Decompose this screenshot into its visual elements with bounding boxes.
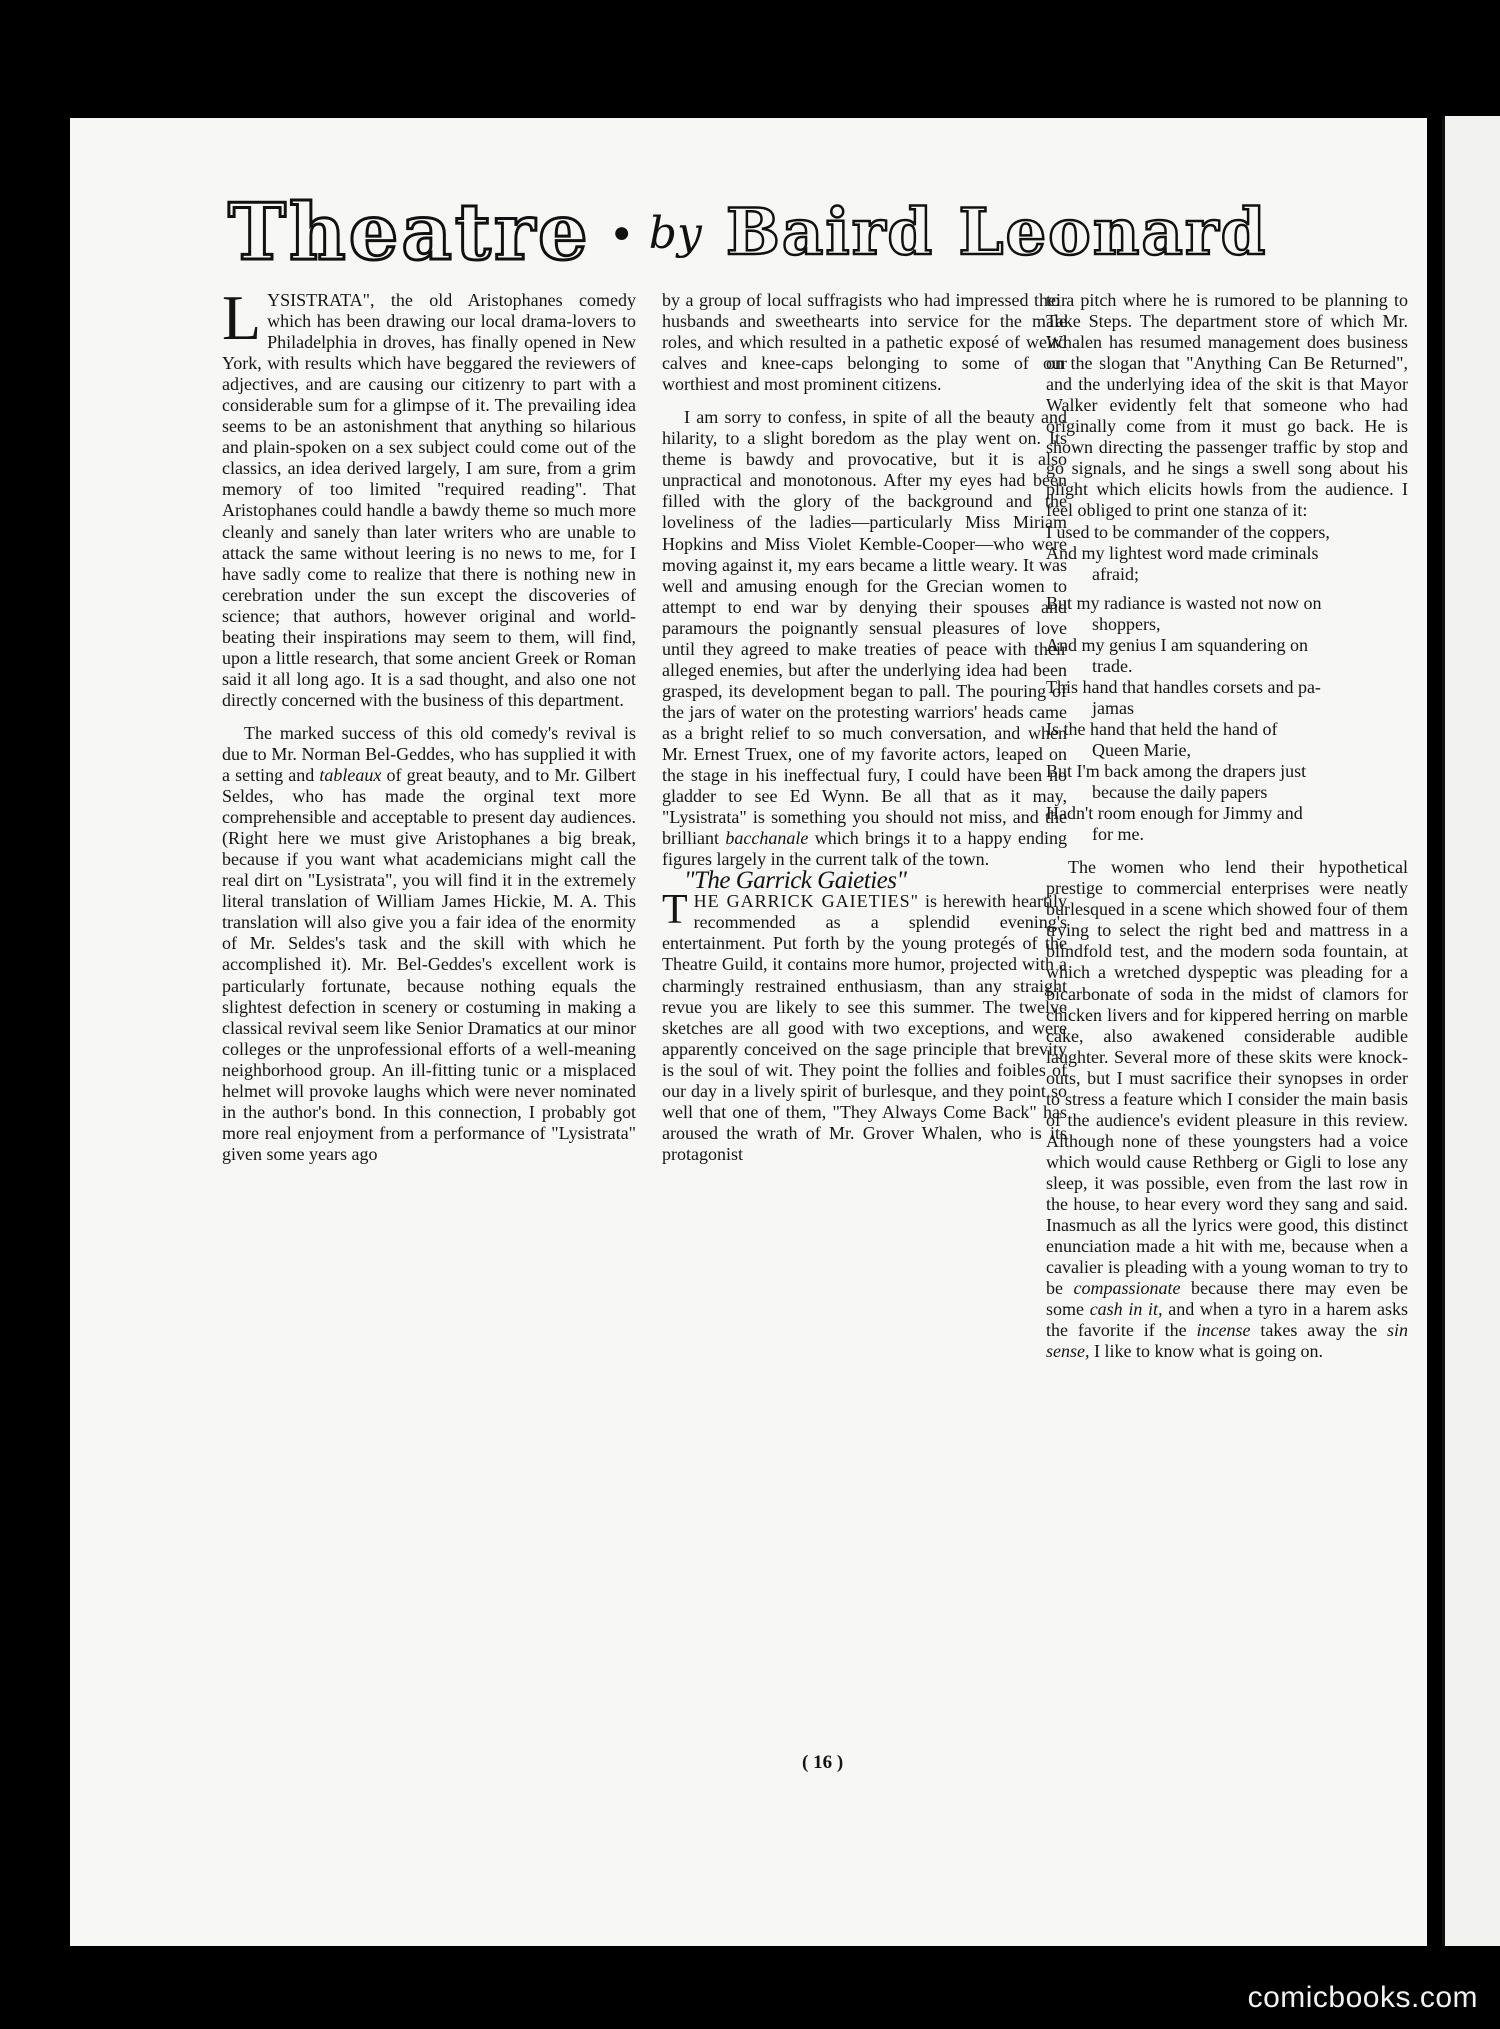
italic-term: bacchanale xyxy=(725,828,809,849)
verse-line: And my genius I am squandering on xyxy=(1046,634,1308,655)
paragraph-text: is herewith heartily recommended as a splendid evening's entertainment. Put forth by the young protegés of the Theatre Guild, it contains more humor, projected with a charmingly restrained enthusiasm, than any straight revue you are likely to see this summer. The twelve sketches are all good with two exceptions, and were apparently conceived on the sage principle that brevity is the soul of wit. They point the follies and foibles of our day in a lively spirit of burlesque, and they point so well that one of them, "They Always Come Back" has aroused the wrath of Mr. Grover Whalen, who is its protagonist xyxy=(662,891,1067,1164)
paragraph-text: takes away the xyxy=(1250,1320,1387,1341)
verse-line: But my radiance is wasted not now on xyxy=(1046,592,1322,613)
italic-term: sin sense, xyxy=(1046,1320,1408,1362)
italic-term: cash in it, xyxy=(1089,1299,1163,1320)
watermark: comicbooks.com xyxy=(1247,1981,1478,2014)
song-stanza xyxy=(1046,522,1408,846)
column-2 xyxy=(662,290,1067,1165)
paragraph-1 xyxy=(222,282,636,711)
subhead-garrick-gaieties: "The Garrick Gaieties" xyxy=(684,867,907,895)
column-3 xyxy=(1046,290,1408,1362)
verse-continuation: jamas xyxy=(1092,697,1134,718)
paragraph-continued: by a group of local suffragists who had impressed their husbands and sweethearts into service for the male roles, and which resulted in a pathetic exposé of weird calves and knee-caps belonging to some of our worthiest and most prominent citizens. xyxy=(662,290,1067,395)
paragraph-text: because there may even be some xyxy=(1046,1278,1408,1320)
verse-continuation: because the daily papers xyxy=(1092,782,1268,803)
paragraph-text: YSISTRATA", the old Aristophanes comedy which has been drawing our local drama-lovers to Philadelphia in droves, has finally opened in New York, with results which have beggared the reviewers of adjectives, and are causing our citizenry to part with a considerable sum for a glimpse of it. The prevailing idea seems to be an astonishment that anything so hilarious and plain-spoken on a sex subject could come out of the classics, an idea derived largely, I am sure, from a grim memory of too limited "required reading". That Aristophanes could handle a bawdy theme so much more cleanly and sanely than later writers who are unable to attack the same without leering is no news to me, for I have sadly come to realize that there is nothing new in cerebration under the sun except the discoveries of science; that authors, however original and world-beating their inspirations may seem to them, will find, upon a little research, that some ancient Greek or Roman said it all long ago. It is a sad thought, and also one not directly concerned with the business of this department. xyxy=(222,290,636,710)
section-title: Theatre xyxy=(228,187,591,278)
italic-term: incense xyxy=(1196,1320,1251,1341)
verse-line: Hadn't room enough for Jimmy and xyxy=(1046,803,1303,824)
paragraph-2 xyxy=(222,723,636,1165)
article-header xyxy=(228,187,1378,278)
paragraph-boredom xyxy=(662,407,1067,870)
adjacent-page-edge xyxy=(1442,116,1500,1946)
verse-line: Is the hand that held the hand of xyxy=(1046,718,1278,739)
title-separator-dot: ● xyxy=(612,216,631,249)
drop-cap: L xyxy=(222,282,262,353)
verse-line: And my lightest word made criminals xyxy=(1046,542,1319,563)
paragraph-text: The women who lend their hypothetical prestige to commercial enterprises were neatly burlesqued in a scene which showed four of them trying to select the right bed and mattress in a blindfold test, and the modern soda fountain, at which a wretched dyspeptic was pleading for a bicarbonate of soda in the midst of clamors for chicken livers and for kippered herring on marble cake, also awakened considerable audible laughter. Several more of these skits were knock-outs, but I must sacrifice their synopses in order to stress a feature which I consider the main basis of the audience's evident pleasure in this review. Although none of these youngsters had a voice which would cause Rethberg or Gigli to lose any sleep, it was possible, even from the last row in the house, to hear every word they sang and said. Inasmuch as all the lyrics were good, this distinct enunciation made a hit with me, because when a cavalier is pleading with a young woman to try to be xyxy=(1046,857,1408,1299)
verse-continuation: afraid; xyxy=(1092,563,1139,584)
page-number: ( 16 ) xyxy=(802,1752,844,1773)
paragraph-text: I am sorry to confess, in spite of all the beauty and hilarity, to a slight boredom as the play went on. Its theme is bawdy and provocative, but it is also unpractical and monotonous. After my eyes had been filled with the glory of the background and the loveliness of the ladies—particularly Miss Miriam Hopkins and Miss Violet Kemble-Cooper—who were moving against it, my ears became a little weary. It was well and amusing enough for the Grecian women to attempt to end war by denying their spouses and paramours the poignantly sensual pleasures of love until they agreed to make treaties of peace with their alleged enemies, but after the underlying idea had been grasped, its development began to pall. The pouring of the jars of water on the protesting warriors' heads came as a bright relief to so much conversation, and when Mr. Ernest Truex, one of my favorite actors, leaped on the stage in his ineffectual fury, I could have been no gladder to see Ed Wynn. Be all that as it may, "Lysistrata" is something you should not miss, and the brilliant xyxy=(662,407,1067,849)
verse-continuation: for me. xyxy=(1092,824,1144,845)
verse-continuation: Queen Marie, xyxy=(1092,739,1191,760)
verse-line: But I'm back among the drapers just xyxy=(1046,761,1307,782)
paragraph-text: which brings it to a happy ending figures largely in the current talk of the town. xyxy=(662,828,1067,870)
paragraph-garrick xyxy=(662,887,1067,1165)
verse-continuation: trade. xyxy=(1092,655,1133,676)
paragraph-text: The marked success of this old comedy's revival is due to Mr. Norman Bel-Geddes, who has supplied it with a setting and xyxy=(222,722,636,786)
paragraph-text: and when a tyro in a harem asks the favorite if the xyxy=(1046,1299,1408,1341)
byline-author: Baird Leonard xyxy=(725,195,1268,270)
verse-line: I used to be commander of the coppers, xyxy=(1046,521,1330,542)
verse-line: This hand that handles corsets and pa- xyxy=(1046,676,1321,697)
italic-term: tableaux xyxy=(319,765,382,786)
italic-term: compassionate xyxy=(1073,1278,1181,1299)
paragraph-closing xyxy=(1046,857,1408,1362)
verse-continuation: shoppers, xyxy=(1092,613,1161,634)
paragraph-text: of great beauty, and to Mr. Gilbert Seldes, who has made the orginal text more comprehensible and acceptable to present day audiences. (Right here we must give Aristophanes a big break, because if you want what academicians might call the real dirt on "Lysistrata", you will find it in the extremely literal translation of William James Hickie, M. A. This translation will also give you a fair idea of the enormity of Mr. Seldes's task and the skill with which he accomplished it). Mr. Bel-Geddes's excellent work is particularly fortunate, because nothing equals the slightest defection in scenery or costuming in making a classical revival seem like Senior Dramatics at our minor colleges or the unprofessional efforts of a well-meaning neighborhood group. An ill-fitting tunic or a misplaced helmet will provoke laughs which were never nominated in the author's bond. In this connection, I probably got more real enjoyment from a performance of "Lysistrata" given some years ago xyxy=(222,765,636,1164)
paragraph-text: I like to know what is going on. xyxy=(1089,1341,1323,1362)
byline-by: by xyxy=(648,207,702,259)
paragraph-continued: to a pitch where he is rumored to be planning to Take Steps. The department store of which Mr. Whalen has resumed management does business on the slogan that "Anything Can Be Returned", and the underlying idea of the skit is that Mayor Walker evidently felt that someone who had originally come from it must go back. He is shown directing the passenger traffic by stop and go signals, and he sings a swell song about his plight which elicits howls from the audience. I feel obliged to print one stanza of it: xyxy=(1046,290,1408,521)
small-caps-lead: HE GARRICK GAIETIES" xyxy=(693,891,920,912)
drop-cap: T xyxy=(662,887,688,934)
column-1 xyxy=(222,282,636,1165)
